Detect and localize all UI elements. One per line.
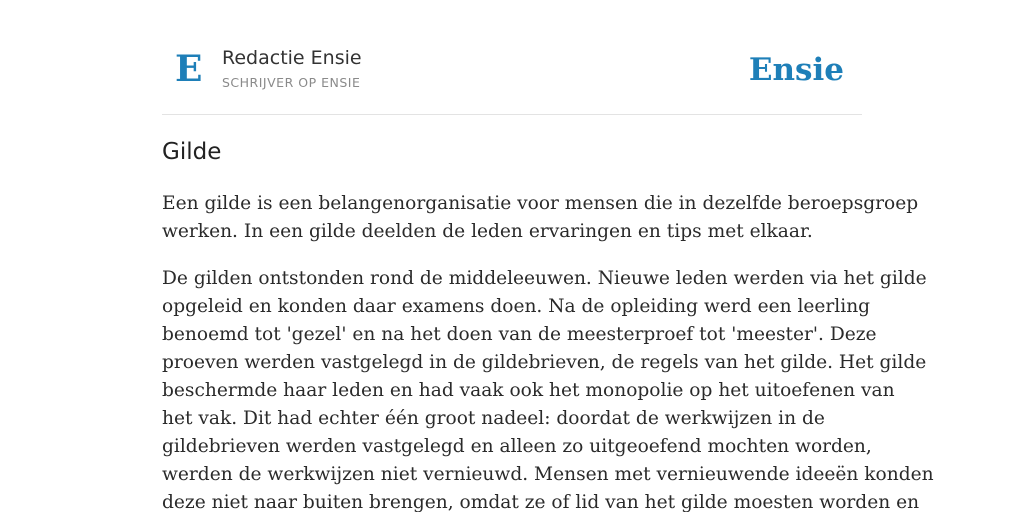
paragraph-line: werden de werkwijzen niet vernieuwd. Mensen met vernieuwende ideeën konden (162, 464, 934, 485)
author-avatar[interactable]: E (175, 48, 203, 90)
paragraph-line: deze niet naar buiten brengen, omdat ze of lid van het gilde moesten worden en (162, 492, 920, 512)
author-role: SCHRIJVER OP ENSIE (222, 75, 361, 90)
paragraph-line: het vak. Dit had echter één groot nadeel: doordat de werkwijzen in de (162, 408, 825, 429)
article-title: Gilde (162, 139, 222, 165)
paragraph-line: werken. In een gilde deelden de leden ervaringen en tips met elkaar. (162, 221, 813, 242)
paragraph-line: proeven werden vastgelegd in de gildebrieven, de regels van het gilde. Het gilde (162, 352, 927, 373)
article-paragraph (162, 190, 919, 246)
author-header (162, 0, 862, 115)
ensie-logo[interactable]: Ensie (748, 52, 844, 88)
paragraph-line: De gilden ontstonden rond de middeleeuwen. Nieuwe leden werden via het gilde (162, 268, 927, 289)
paragraph-line: gildebrieven werden vastgelegd en alleen zo uitgeoefend mochten worden, (162, 436, 872, 457)
paragraph-line: Een gilde is een belangenorganisatie voor mensen die in dezelfde beroepsgroep (162, 193, 919, 214)
article-paragraph (162, 265, 934, 512)
paragraph-line: beschermde haar leden en had vaak ook het monopolie op het uitoefenen van (162, 380, 895, 401)
paragraph-line: opgeleid en konden daar examens doen. Na de opleiding werd een leerling (162, 296, 871, 317)
article (162, 135, 934, 512)
author-name[interactable]: Redactie Ensie (222, 47, 362, 69)
paragraph-line: benoemd tot 'gezel' en na het doen van de meesterproef tot 'meester'. Deze (162, 324, 877, 345)
